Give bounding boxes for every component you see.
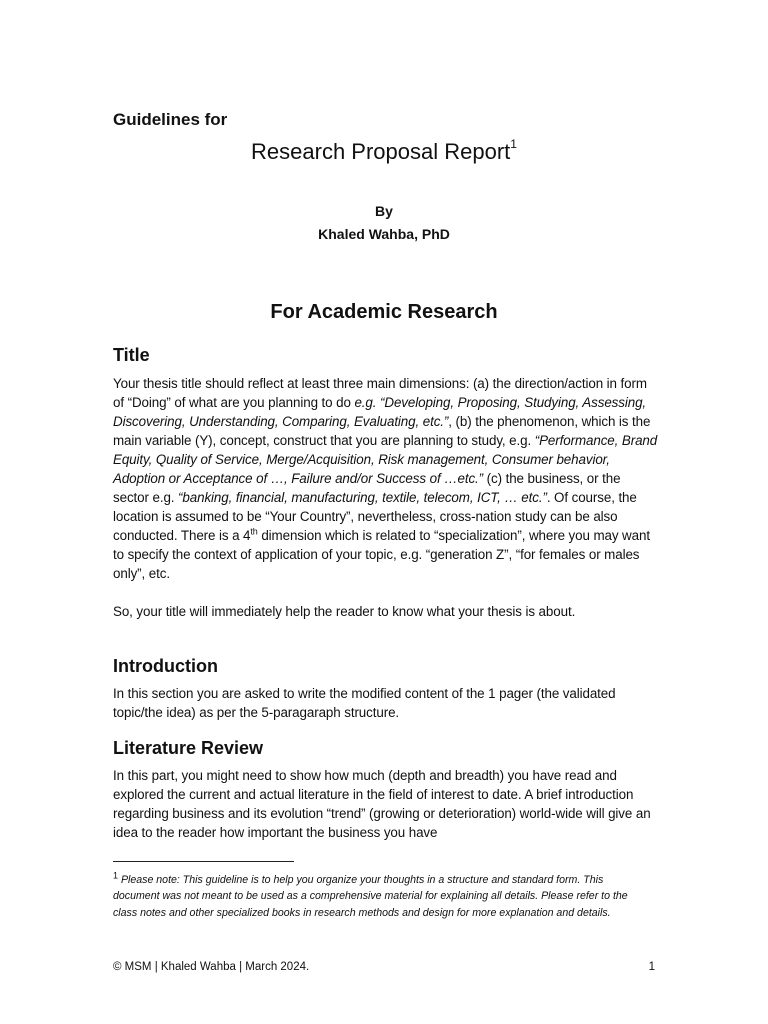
footnote-separator: [113, 861, 294, 862]
pre-title: Guidelines for: [113, 110, 228, 129]
footnote: [113, 872, 643, 921]
title-text-5: dimension which is related to “specialization”, where you may want to specify the context of application of your topic, e.g. “generation Z”, “for females or males only”, etc.: [113, 528, 650, 581]
document-title-text: Research Proposal Report: [251, 139, 511, 164]
page-number: 1: [648, 961, 655, 973]
title-italic-3: “banking, financial, manufacturing, textile, telecom, ICT, … etc.”: [178, 490, 547, 505]
footnote-mark: 1: [113, 870, 119, 881]
title-text-3: (c) the business, or the sector e.g.: [113, 471, 621, 505]
title-italic-2: “Performance, Brand Equity, Quality of Service, Merge/Acquisition, Risk management, Consumer behavior, Adoption or Acceptance of …, Failure and/or Success of …etc.”: [113, 433, 658, 486]
section-heading-title: Title: [113, 345, 150, 365]
title-section-summary: So, your title will immediately help the reader to know what your thesis is about.: [113, 604, 576, 619]
title-footnote-mark: 1: [510, 136, 517, 151]
title-section-paragraph: [113, 374, 658, 583]
title-italic-1: e.g. “Developing, Proposing, Studying, Assessing, Discovering, Understanding, Comparing, Evaluating, etc.”: [113, 395, 647, 429]
literature-review-paragraph: In this part, you might need to show how much (depth and breadth) you have read and explored the current and actual literature in the field of interest to date. A brief introduction regarding business and its evolution “trend” (growing or deterioration) world-wide will give an idea to the reader how important the business you have: [113, 768, 651, 840]
footer-copyright: © MSM | Khaled Wahba | March 2024.: [113, 961, 310, 973]
document-title: [0, 136, 768, 165]
by-label: By: [375, 203, 393, 219]
title-text-2: , (b) the phenomenon, which is the main variable (Y), concept, construct that you are planning to study, e.g.: [113, 414, 651, 448]
footnote-text: Please note: This guideline is to help you organize your thoughts in a structure and standard form. This document was not meant to be used as a comprehensive material for explaining all details. Please refer to the class notes and other specialized books in research methods and design for more explanation and details.: [113, 874, 628, 919]
section-heading-literature-review: Literature Review: [113, 738, 264, 758]
introduction-paragraph: In this section you are asked to write the modified content of the 1 pager (the validated topic/the idea) as per the 5-paragaraph structure.: [113, 686, 616, 720]
title-text-1: Your thesis title should reflect at least three main dimensions: (a) the direction/action in form of “Doing” of what are you planning to do: [113, 376, 647, 410]
section-heading-introduction: Introduction: [113, 656, 218, 676]
title-text-4: . Of course, the location is assumed to be “Your Country”, nevertheless, cross-nation study can be also conducted. There is a 4: [113, 490, 637, 543]
author-name: Khaled Wahba, PhD: [318, 226, 450, 242]
ordinal-superscript: th: [250, 526, 258, 537]
document-subtitle: For Academic Research: [270, 301, 498, 323]
